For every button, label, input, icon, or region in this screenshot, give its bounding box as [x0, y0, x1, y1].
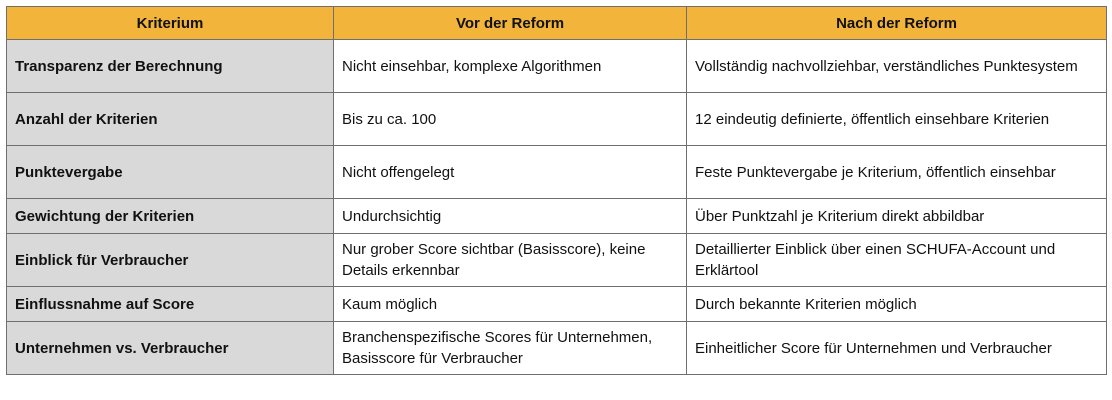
before-cell: Kaum möglich	[334, 287, 687, 322]
table-row	[7, 234, 1107, 287]
header-before-reform: Vor der Reform	[334, 7, 687, 40]
before-cell: Bis zu ca. 100	[334, 93, 687, 146]
before-cell: Nur grober Score sichtbar (Basisscore), keine Details erkennbar	[334, 234, 687, 287]
table-row	[7, 199, 1107, 234]
criterion-cell: Einblick für Verbraucher	[7, 234, 334, 287]
table-row	[7, 322, 1107, 375]
criterion-cell: Anzahl der Kriterien	[7, 93, 334, 146]
after-cell: Über Punktzahl je Kriterium direkt abbildbar	[687, 199, 1107, 234]
before-cell: Nicht einsehbar, komplexe Algorithmen	[334, 40, 687, 93]
table-row	[7, 40, 1107, 93]
criterion-cell: Transparenz der Berechnung	[7, 40, 334, 93]
after-cell: Vollständig nachvollziehbar, verständliches Punktesystem	[687, 40, 1107, 93]
criterion-cell: Einflussnahme auf Score	[7, 287, 334, 322]
criterion-cell: Gewichtung der Kriterien	[7, 199, 334, 234]
after-cell: 12 eindeutig definierte, öffentlich einsehbare Kriterien	[687, 93, 1107, 146]
before-cell: Undurchsichtig	[334, 199, 687, 234]
after-cell: Einheitlicher Score für Unternehmen und Verbraucher	[687, 322, 1107, 375]
criterion-cell: Unternehmen vs. Verbraucher	[7, 322, 334, 375]
header-row	[7, 7, 1107, 40]
table-row	[7, 287, 1107, 322]
before-cell: Nicht offengelegt	[334, 146, 687, 199]
after-cell: Durch bekannte Kriterien möglich	[687, 287, 1107, 322]
table-row	[7, 146, 1107, 199]
header-after-reform: Nach der Reform	[687, 7, 1107, 40]
header-criterion: Kriterium	[7, 7, 334, 40]
after-cell: Detaillierter Einblick über einen SCHUFA-Account und Erklärtool	[687, 234, 1107, 287]
before-cell: Branchenspezifische Scores für Unternehmen, Basisscore für Verbraucher	[334, 322, 687, 375]
criterion-cell: Punktevergabe	[7, 146, 334, 199]
table-row	[7, 93, 1107, 146]
comparison-table	[6, 6, 1107, 375]
after-cell: Feste Punktevergabe je Kriterium, öffentlich einsehbar	[687, 146, 1107, 199]
